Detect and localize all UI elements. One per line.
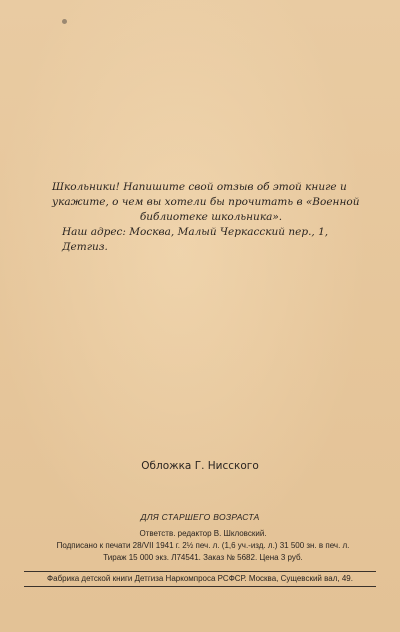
imprint-run: Тираж 15 000 экз. Л74541. Заказ № 5682. Цена 3 руб. [103,553,303,562]
notice-line-2: укажите, о чем вы хотели бы прочитать в «Военной [52,196,360,208]
imprint-editor: Ответств. редактор В. Шкловский. [139,529,267,538]
imprint-signed: Подписано к печати 28/VII 1941 г. 2½ печ. л. (1,6 уч.-изд. л.) 31 500 зн. в печ. л. [56,541,350,550]
printer-line: Фабрика детской книги Детгиза Наркомпроса РСФСР. Москва, Сущевский вал, 49. [47,574,353,583]
cover-credit: Обложка Г. Нисского [141,460,259,472]
notice-line-1: Школьники! Напишите свой отзыв об этой книге и [52,181,347,193]
divider-bottom [24,586,376,587]
age-group-label: ДЛЯ СТАРШЕГО ВОЗРАСТА [140,512,260,522]
notice-address: Наш адрес: Москва, Малый Черкасский пер., 1, Детгиз. [62,226,329,253]
divider-top [24,571,376,572]
notice-line-3: библиотеке школьника». [139,211,283,223]
print-speck [62,19,67,24]
reader-feedback-notice [52,180,370,255]
imprint-block [24,528,382,564]
